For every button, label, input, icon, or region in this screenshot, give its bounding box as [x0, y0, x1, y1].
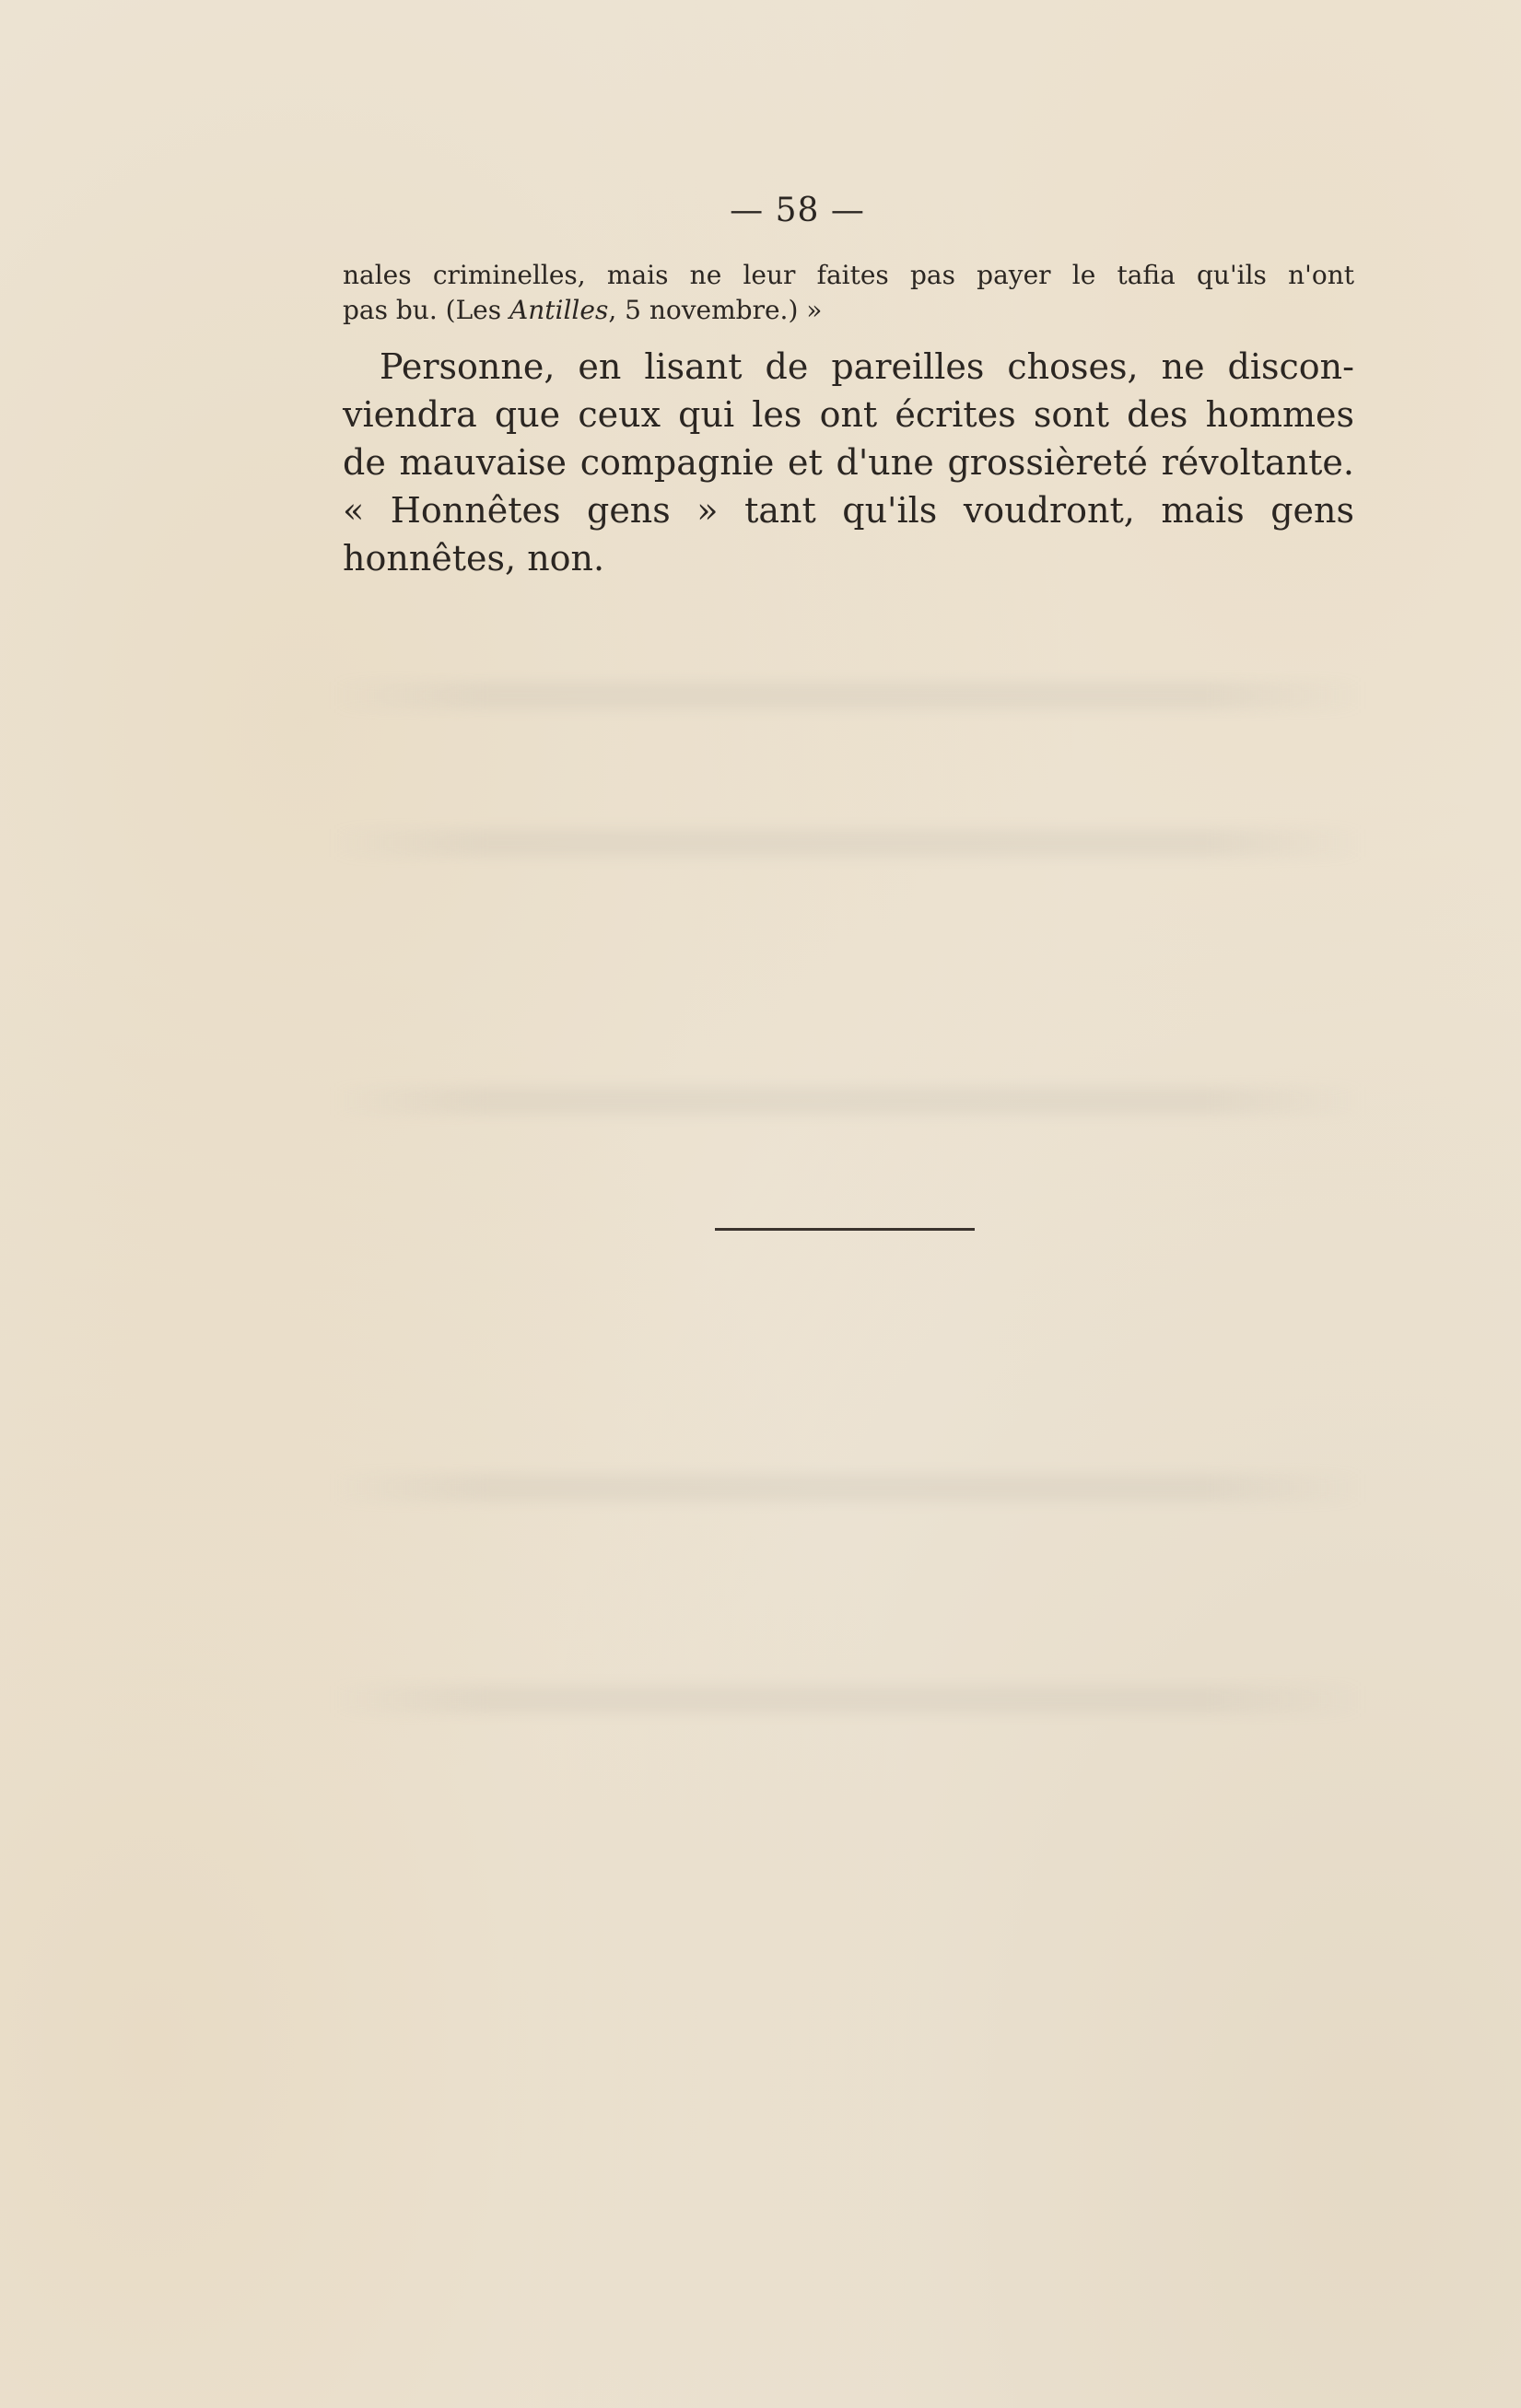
bleed-through-shadow: [332, 1686, 1363, 1713]
paragraph-line: de mauvaise compagnie et d'une grossièreté révoltante.: [343, 442, 1354, 483]
page-number: — 58 —: [730, 192, 865, 229]
section-end-rule: [715, 1228, 975, 1231]
paragraph-line: Personne, en lisant de pareilles choses, ne discon-: [380, 346, 1354, 387]
continuation-paragraph: [343, 258, 1354, 328]
bleed-through-shadow: [332, 682, 1363, 709]
continuation-line: [343, 293, 1354, 328]
paragraph-line: honnêtes, non.: [343, 538, 605, 579]
paragraph-line: « Honnêtes gens » tant qu'ils voudront, mais gens: [343, 490, 1354, 531]
body-paragraph: [343, 343, 1354, 582]
bleed-through-shadow: [332, 829, 1363, 857]
paragraph-line: viendra que ceux qui les ont écrites sont des hommes: [343, 394, 1354, 435]
bleed-through-shadow: [332, 1474, 1363, 1502]
bleed-through-shadow: [332, 1087, 1363, 1115]
newspaper-title: Antilles: [509, 295, 609, 325]
continuation-line: nales criminelles, mais ne leur faites pas payer le tafia qu'ils n'ont: [343, 260, 1354, 290]
continuation-text: , 5 novembre.) »: [608, 295, 823, 325]
continuation-text: pas bu. (Les: [343, 295, 510, 325]
